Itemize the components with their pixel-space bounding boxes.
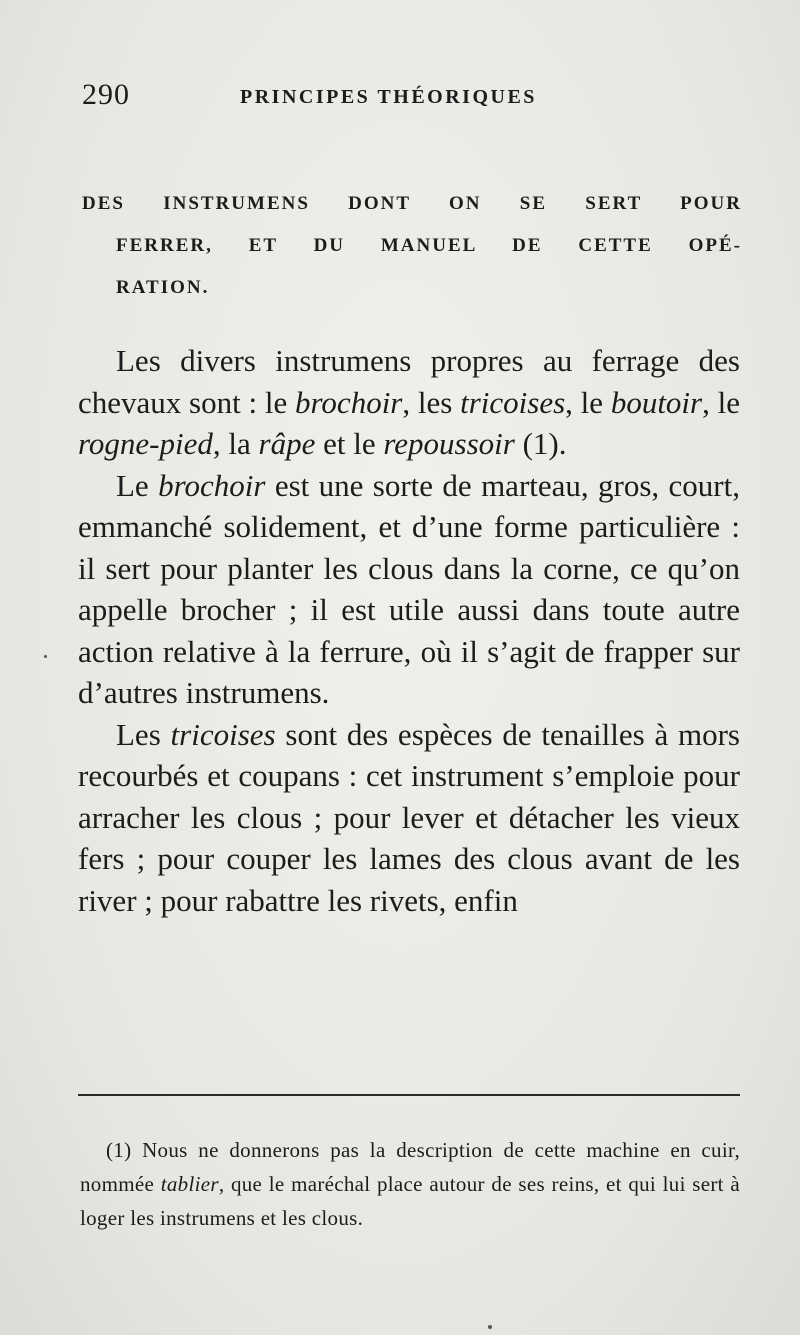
p1-term-repoussoir: repoussoir xyxy=(383,426,515,461)
p1-text-5: , la xyxy=(212,426,259,461)
p1-term-tricoises: tricoises xyxy=(460,384,566,420)
paragraph-3 xyxy=(78,714,740,922)
p2-term-brochoir: brochoir xyxy=(158,467,266,503)
running-title: PRINCIPES THÉORIQUES xyxy=(240,86,537,108)
p1-term-boutoir: boutoir xyxy=(610,384,703,420)
paragraph-1 xyxy=(78,340,740,465)
p3-text-1: Les xyxy=(116,716,171,752)
p2-text-2: est une sorte de marteau, gros, court, emmanché solidement, et d’une forme particulière : il sert pour planter les clous dans la corne, ce qu’on appelle brocher ; il est utile aussi dans toute autre action relative à la ferrure, où il s’agit de frapper sur d’autres instrumens. xyxy=(78,467,740,710)
running-head xyxy=(82,78,742,118)
footnote xyxy=(80,1133,740,1235)
heading-line-2: FERRER, ET DU MANUEL DE CETTE OPÉ- xyxy=(116,235,742,256)
p1-text-4: , le xyxy=(702,384,740,420)
footnote-rule xyxy=(78,1094,740,1096)
p1-text-1: Les divers instrumens propres au ferrage des chevaux sont : le xyxy=(78,343,740,420)
heading-line-1: DES INSTRUMENS DONT ON SE SERT POUR xyxy=(82,193,742,214)
footnote-1 xyxy=(80,1133,740,1235)
section-heading xyxy=(82,183,742,309)
p1-text-2: , les xyxy=(402,384,461,420)
p3-term-tricoises: tricoises xyxy=(170,716,276,752)
p1-text-6: et le xyxy=(315,426,384,461)
fn-text-2: , que le maréchal place autour de ses reins, et qui lui sert à loger les instrumens et les clous. xyxy=(80,1172,740,1230)
p1-footnote-ref: (1). xyxy=(514,426,567,461)
fn-term-tablier: tablier xyxy=(160,1172,219,1196)
body-text xyxy=(78,340,740,921)
p1-term-rogne-pied: rogne-pied xyxy=(78,426,213,461)
p3-text-2: sont des espèces de tenailles à mors recourbés et coupans : cet instrument s’emploie pour arracher les clous ; pour lever et détacher les vieux fers ; pour couper les lames des clous avant de les river ; pour rabattre les rivets, enfin xyxy=(78,716,740,918)
fn-text-1: (1) Nous ne donnerons pas la description de cette machine en cuir, nommée xyxy=(80,1138,740,1196)
heading-line-3: RATION. xyxy=(116,277,210,298)
p1-term-rape: râpe xyxy=(258,426,316,461)
page-number: 290 xyxy=(82,78,130,111)
p2-text-1: Le xyxy=(116,467,159,503)
p1-text-3: , le xyxy=(565,384,611,420)
p1-term-brochoir: brochoir xyxy=(295,384,403,420)
paper-speck xyxy=(44,655,47,658)
paragraph-2 xyxy=(78,465,740,714)
paper-speck xyxy=(488,1325,492,1329)
